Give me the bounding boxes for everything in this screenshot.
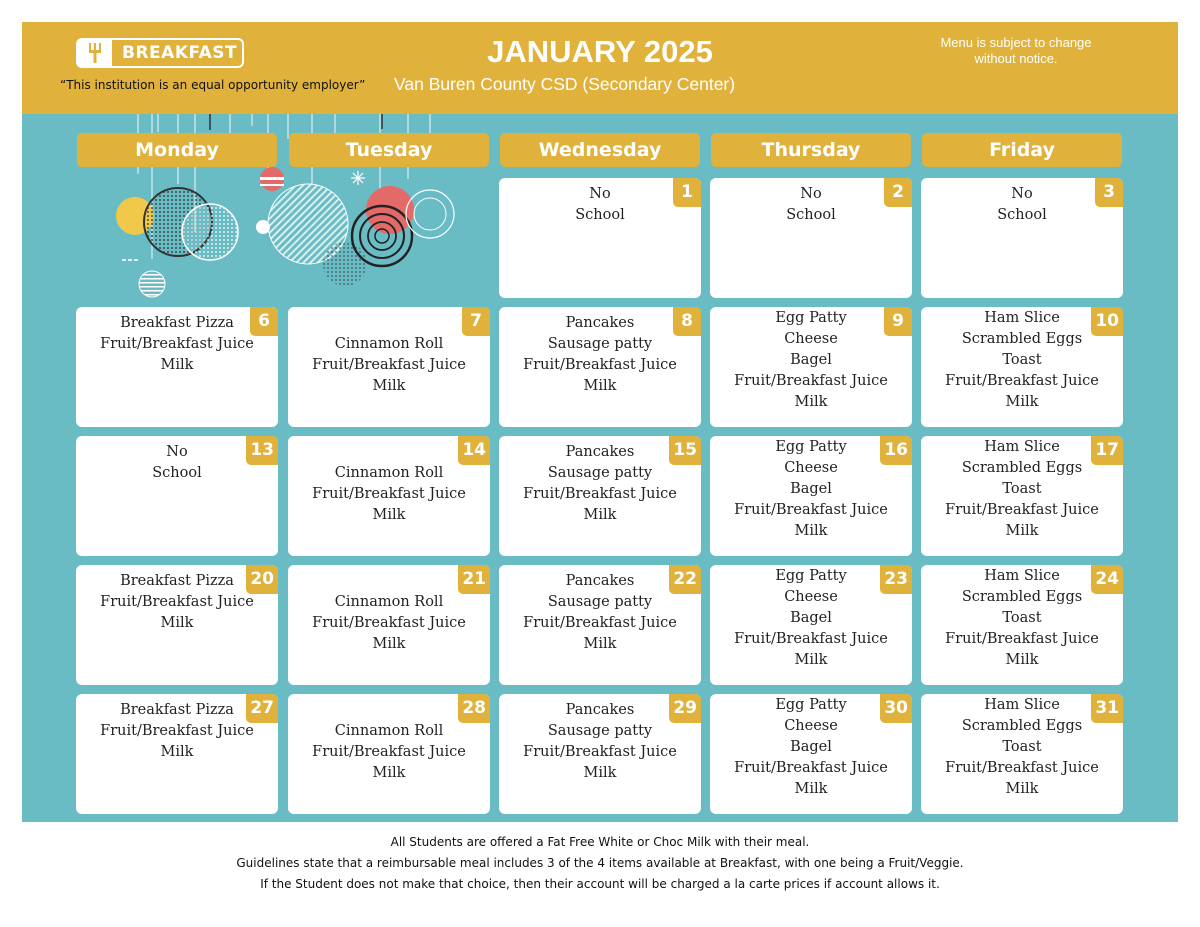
menu-item: Milk	[583, 378, 617, 394]
date-badge: 7	[462, 307, 490, 336]
menu-item: Pancakes	[565, 315, 635, 331]
day-cell	[76, 307, 278, 427]
menu-item: Breakfast Pizza	[120, 702, 234, 718]
menu-item: Milk	[372, 378, 406, 394]
menu-item: Fruit/Breakfast Juice	[734, 631, 888, 647]
menu-item: Sausage patty	[547, 465, 653, 481]
menu-item: Scrambled Eggs	[961, 460, 1083, 476]
menu-items	[499, 313, 701, 397]
date-badge: 20	[246, 565, 278, 594]
footer-line-1: All Students are offered a Fat Free White or Choc Milk with their meal.	[390, 835, 810, 849]
date-badge: 23	[880, 565, 912, 594]
menu-item: Pancakes	[565, 702, 635, 718]
menu-item: Scrambled Eggs	[961, 331, 1083, 347]
menu-item: Sausage patty	[547, 723, 653, 739]
menu-item: Fruit/Breakfast Juice	[734, 502, 888, 518]
menu-item: Milk	[372, 507, 406, 523]
menu-item: Toast	[1002, 610, 1042, 626]
menu-item: Egg Patty	[775, 697, 847, 713]
menu-item: Breakfast Pizza	[120, 315, 234, 331]
menu-item: Bagel	[790, 739, 832, 755]
menu-item: Milk	[1005, 523, 1039, 539]
date-badge: 31	[1091, 694, 1123, 723]
menu-item: Milk	[794, 781, 828, 797]
menu-item: No	[1011, 186, 1033, 202]
menu-item: Ham Slice	[984, 439, 1060, 455]
menu-item: Cinnamon Roll	[334, 594, 444, 610]
menu-item: Scrambled Eggs	[961, 589, 1083, 605]
menu-item: Fruit/Breakfast Juice	[945, 373, 1099, 389]
day-header-thursday: Thursday	[711, 133, 911, 167]
menu-item: Milk	[794, 652, 828, 668]
menu-item	[288, 442, 490, 463]
menu-item: School	[997, 207, 1047, 223]
date-badge: 17	[1091, 436, 1123, 465]
menu-item: Egg Patty	[775, 310, 847, 326]
menu-item: Fruit/Breakfast Juice	[312, 357, 466, 373]
menu-item: Toast	[1002, 352, 1042, 368]
menu-item: Pancakes	[565, 444, 635, 460]
menu-item: Milk	[1005, 652, 1039, 668]
menu-item: School	[575, 207, 625, 223]
menu-item: Milk	[583, 507, 617, 523]
menu-item: Cheese	[784, 589, 838, 605]
menu-item: Scrambled Eggs	[961, 718, 1083, 734]
menu-items	[710, 437, 912, 542]
day-cell	[499, 436, 701, 556]
menu-items	[921, 437, 1123, 542]
menu-item: Fruit/Breakfast Juice	[523, 357, 677, 373]
day-cell	[288, 694, 490, 814]
menu-items	[499, 442, 701, 526]
day-cell	[921, 178, 1123, 298]
menu-items	[288, 571, 490, 655]
menu-items	[76, 313, 278, 376]
menu-item: Bagel	[790, 352, 832, 368]
menu-item: Fruit/Breakfast Juice	[734, 373, 888, 389]
day-cell	[921, 565, 1123, 685]
date-badge: 14	[458, 436, 490, 465]
menu-item: Sausage patty	[547, 336, 653, 352]
menu-item: Fruit/Breakfast Juice	[523, 486, 677, 502]
menu-item: Bagel	[790, 610, 832, 626]
menu-item: School	[152, 465, 202, 481]
menu-item: No	[800, 186, 822, 202]
day-cell	[499, 307, 701, 427]
date-badge: 21	[458, 565, 490, 594]
menu-item: Sausage patty	[547, 594, 653, 610]
menu-items	[288, 442, 490, 526]
menu-item: Ham Slice	[984, 568, 1060, 584]
day-cell	[921, 694, 1123, 814]
date-badge: 3	[1095, 178, 1123, 207]
day-cell	[288, 565, 490, 685]
menu-item: Milk	[583, 636, 617, 652]
menu-item	[288, 700, 490, 721]
menu-item: Breakfast Pizza	[120, 573, 234, 589]
menu-item: Fruit/Breakfast Juice	[100, 723, 254, 739]
menu-item: Fruit/Breakfast Juice	[312, 615, 466, 631]
day-cell	[288, 307, 490, 427]
menu-item: Cheese	[784, 718, 838, 734]
day-header-tuesday: Tuesday	[289, 133, 489, 167]
footer-notes	[0, 832, 1200, 895]
menu-item: Fruit/Breakfast Juice	[945, 631, 1099, 647]
menu-item: No	[589, 186, 611, 202]
menu-item: Fruit/Breakfast Juice	[100, 336, 254, 352]
date-badge: 30	[880, 694, 912, 723]
menu-item: Milk	[372, 765, 406, 781]
header-banner	[22, 22, 1178, 114]
menu-items	[921, 184, 1123, 226]
menu-items	[921, 566, 1123, 671]
date-badge: 16	[880, 436, 912, 465]
menu-item: Milk	[1005, 394, 1039, 410]
date-badge: 8	[673, 307, 701, 336]
menu-item: Pancakes	[565, 573, 635, 589]
date-badge: 15	[669, 436, 701, 465]
menu-item	[288, 571, 490, 592]
footer-line-3: If the Student does not make that choice, then their account will be charged a la carte prices if account allows it.	[260, 877, 940, 891]
date-badge: 1	[673, 178, 701, 207]
date-badge: 10	[1091, 307, 1123, 336]
date-badge: 13	[246, 436, 278, 465]
menu-item: Milk	[1005, 781, 1039, 797]
menu-item: Toast	[1002, 739, 1042, 755]
menu-item: Fruit/Breakfast Juice	[945, 502, 1099, 518]
menu-item: Milk	[160, 357, 194, 373]
menu-item: Fruit/Breakfast Juice	[100, 594, 254, 610]
date-badge: 27	[246, 694, 278, 723]
menu-item: Ham Slice	[984, 310, 1060, 326]
day-cell	[499, 178, 701, 298]
menu-item: Milk	[160, 744, 194, 760]
equal-opportunity-statement: “This institution is an equal opportunity employer”	[60, 78, 366, 92]
menu-item: Egg Patty	[775, 568, 847, 584]
menu-item: Fruit/Breakfast Juice	[523, 615, 677, 631]
menu-items	[288, 313, 490, 397]
day-cell	[921, 436, 1123, 556]
menu-items	[710, 566, 912, 671]
menu-item: Fruit/Breakfast Juice	[312, 486, 466, 502]
menu-items	[288, 700, 490, 784]
date-badge: 9	[884, 307, 912, 336]
menu-item: Fruit/Breakfast Juice	[945, 760, 1099, 776]
menu-item: Toast	[1002, 481, 1042, 497]
day-cell	[76, 565, 278, 685]
menu-change-notice: Menu is subject to change without notice.	[940, 35, 1092, 66]
menu-items	[921, 308, 1123, 413]
day-header-wednesday: Wednesday	[500, 133, 700, 167]
date-badge: 2	[884, 178, 912, 207]
day-cell	[710, 307, 912, 427]
menu-item: Milk	[583, 765, 617, 781]
menu-item: Cinnamon Roll	[334, 723, 444, 739]
day-cell	[288, 436, 490, 556]
menu-items	[710, 695, 912, 800]
menu-item: Ham Slice	[984, 697, 1060, 713]
menu-items	[76, 571, 278, 634]
menu-items	[76, 442, 278, 484]
day-cell	[710, 565, 912, 685]
logo-label: BREAKFAST	[122, 43, 238, 63]
day-cell	[710, 178, 912, 298]
menu-item: Milk	[794, 394, 828, 410]
menu-item: Bagel	[790, 481, 832, 497]
menu-item: No	[166, 444, 188, 460]
day-cell	[710, 694, 912, 814]
footer-line-2: Guidelines state that a reimbursable meal includes 3 of the 4 items available at Breakfast, with one being a Fruit/Veggie.	[236, 856, 964, 870]
day-cell	[499, 565, 701, 685]
menu-items	[499, 184, 701, 226]
menu-item: Cheese	[784, 331, 838, 347]
menu-items	[76, 700, 278, 763]
date-badge: 29	[669, 694, 701, 723]
day-cell	[76, 694, 278, 814]
menu-items	[710, 184, 912, 226]
day-cell	[76, 436, 278, 556]
page-title: JANUARY 2025	[487, 34, 713, 69]
date-badge: 22	[669, 565, 701, 594]
menu-item: Cinnamon Roll	[334, 465, 444, 481]
menu-item: Fruit/Breakfast Juice	[312, 744, 466, 760]
menu-item: Milk	[372, 636, 406, 652]
day-cell	[710, 436, 912, 556]
day-cell	[921, 307, 1123, 427]
menu-item: Fruit/Breakfast Juice	[523, 744, 677, 760]
menu-item: Fruit/Breakfast Juice	[734, 760, 888, 776]
menu-items	[921, 695, 1123, 800]
menu-item: Milk	[160, 615, 194, 631]
menu-items	[499, 700, 701, 784]
page-subtitle: Van Buren County CSD (Secondary Center)	[394, 74, 736, 94]
day-cell	[499, 694, 701, 814]
menu-items	[710, 308, 912, 413]
menu-item: Egg Patty	[775, 439, 847, 455]
menu-item: School	[786, 207, 836, 223]
day-header-monday: Monday	[77, 133, 277, 167]
menu-item	[288, 313, 490, 334]
day-header-friday: Friday	[922, 133, 1122, 167]
date-badge: 28	[458, 694, 490, 723]
menu-item: Milk	[794, 523, 828, 539]
menu-item: Cinnamon Roll	[334, 336, 444, 352]
menu-item: Cheese	[784, 460, 838, 476]
date-badge: 24	[1091, 565, 1123, 594]
date-badge: 6	[250, 307, 278, 336]
menu-items	[499, 571, 701, 655]
